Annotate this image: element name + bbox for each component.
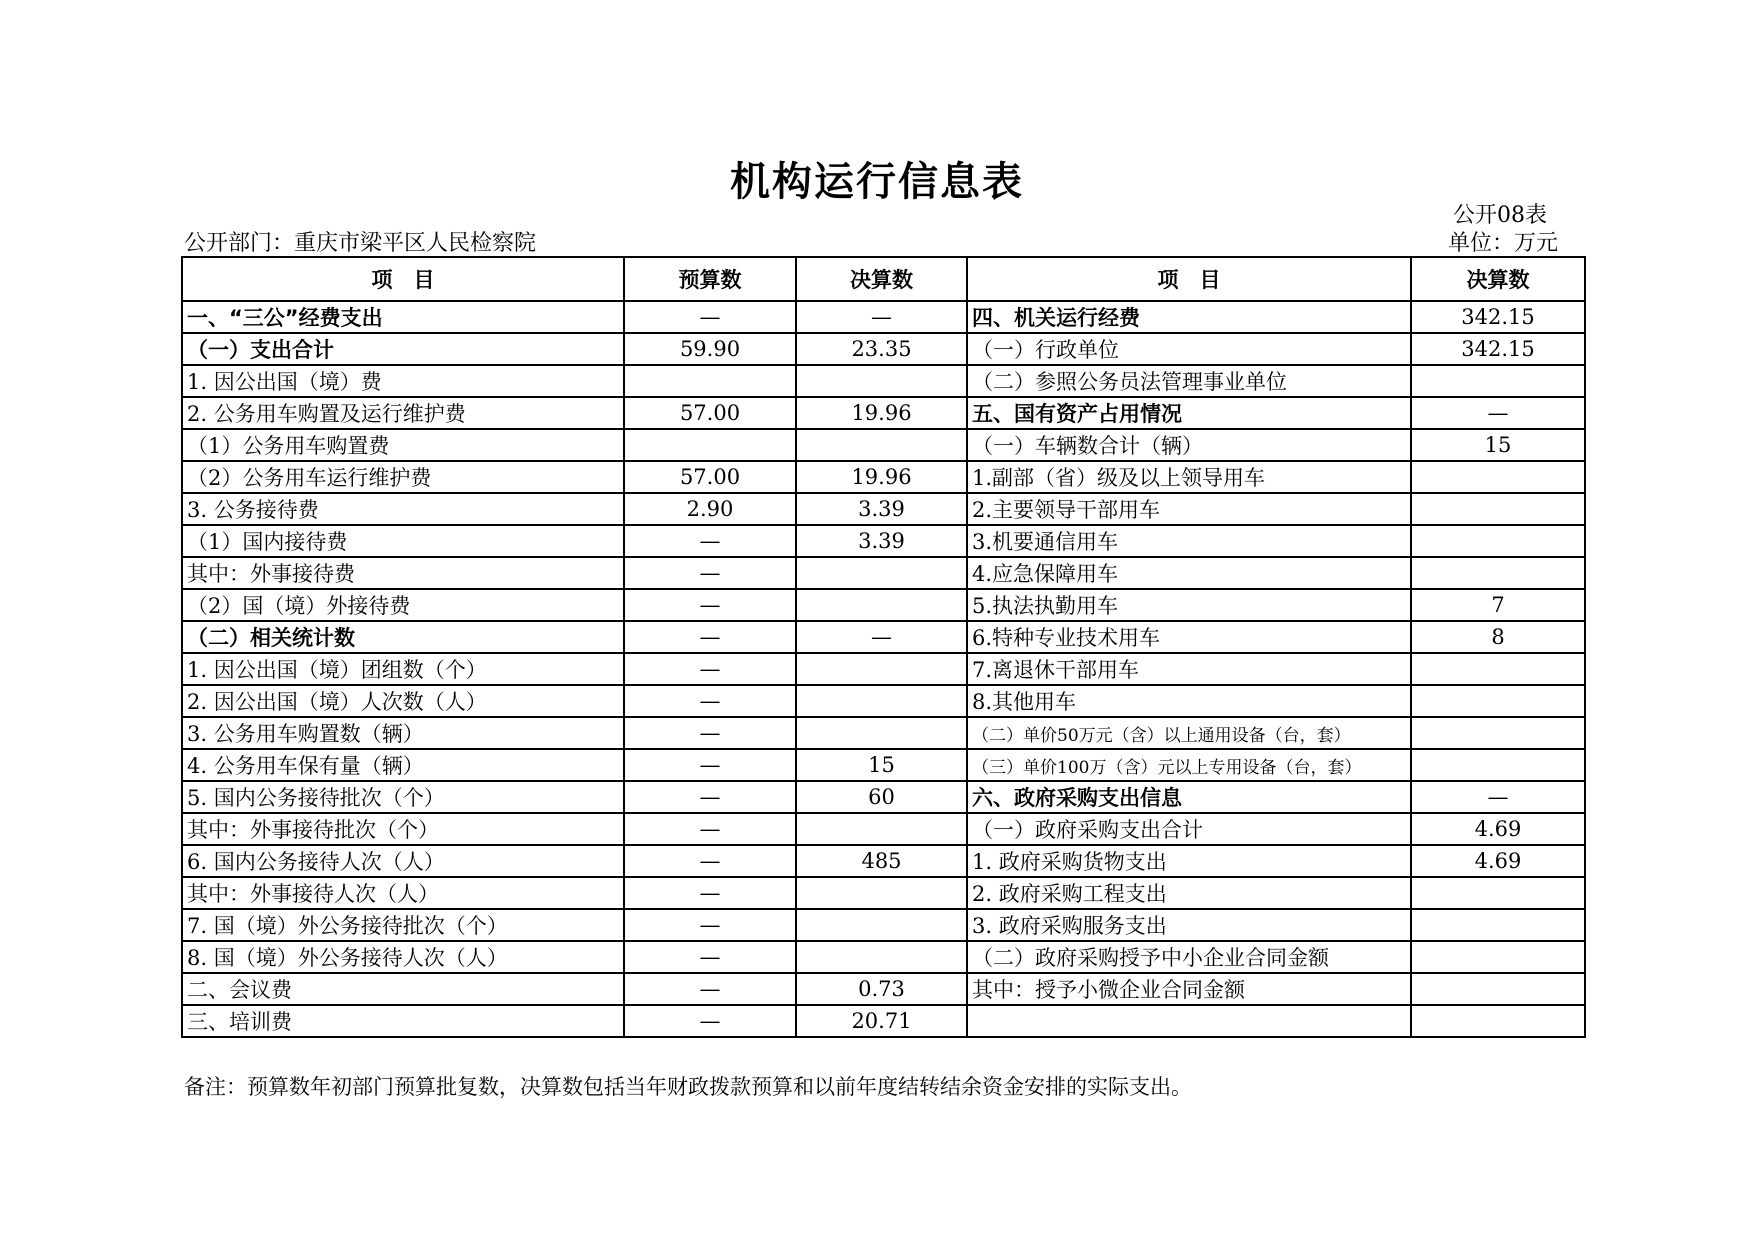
table-row <box>182 557 1585 589</box>
budget-cell: 57.00 <box>624 461 796 493</box>
final-right-cell <box>1411 749 1585 781</box>
form-number: 公开08表 <box>1453 203 1547 228</box>
final-left-cell: — <box>796 621 967 653</box>
final-right-cell <box>1411 877 1585 909</box>
table-row <box>182 973 1585 1005</box>
header-final-left: 决算数 <box>796 257 967 301</box>
item-left-cell: （2）公务用车运行维护费 <box>182 461 624 493</box>
budget-cell: — <box>624 781 796 813</box>
budget-cell: — <box>624 589 796 621</box>
item-right-cell: 7.离退休干部用车 <box>967 653 1411 685</box>
item-right-cell <box>967 1005 1411 1037</box>
final-right-cell: 4.69 <box>1411 813 1585 845</box>
budget-cell <box>624 429 796 461</box>
final-left-cell: 20.71 <box>796 1005 967 1037</box>
table-row <box>182 333 1585 365</box>
final-left-cell <box>796 557 967 589</box>
final-left-cell: 3.39 <box>796 493 967 525</box>
budget-cell: — <box>624 749 796 781</box>
item-right-cell: 6.特种专业技术用车 <box>967 621 1411 653</box>
budget-cell: — <box>624 973 796 1005</box>
item-right-cell: 8.其他用车 <box>967 685 1411 717</box>
final-left-cell <box>796 941 967 973</box>
item-left-cell: 8. 国（境）外公务接待人次（人） <box>182 941 624 973</box>
item-left-cell: （1）公务用车购置费 <box>182 429 624 461</box>
table-row <box>182 845 1585 877</box>
header-row <box>182 257 1585 301</box>
final-left-cell <box>796 685 967 717</box>
item-right-cell: （一）行政单位 <box>967 333 1411 365</box>
item-right-cell: 五、国有资产占用情况 <box>967 397 1411 429</box>
budget-cell: — <box>624 685 796 717</box>
item-right-cell: （二）单价50万元（含）以上通用设备（台，套） <box>967 717 1411 749</box>
item-right-cell: （二）参照公务员法管理事业单位 <box>967 365 1411 397</box>
table-row <box>182 877 1585 909</box>
item-right-cell: 5.执法执勤用车 <box>967 589 1411 621</box>
final-left-cell: 23.35 <box>796 333 967 365</box>
item-right-cell: （一）车辆数合计（辆） <box>967 429 1411 461</box>
table-row <box>182 1005 1585 1037</box>
final-left-cell <box>796 429 967 461</box>
table-row <box>182 301 1585 333</box>
info-table <box>181 256 1586 1038</box>
budget-cell: — <box>624 845 796 877</box>
final-left-cell: 15 <box>796 749 967 781</box>
final-left-cell <box>796 909 967 941</box>
table-row <box>182 717 1585 749</box>
final-left-cell <box>796 589 967 621</box>
item-right-cell: 3.机要通信用车 <box>967 525 1411 557</box>
item-left-cell: 1. 因公出国（境）团组数（个） <box>182 653 624 685</box>
final-right-cell <box>1411 717 1585 749</box>
budget-cell: — <box>624 301 796 333</box>
item-left-cell: 4. 公务用车保有量（辆） <box>182 749 624 781</box>
table-row <box>182 813 1585 845</box>
item-left-cell: 2. 公务用车购置及运行维护费 <box>182 397 624 429</box>
budget-cell: 2.90 <box>624 493 796 525</box>
item-left-cell: （1）国内接待费 <box>182 525 624 557</box>
final-left-cell <box>796 653 967 685</box>
final-left-cell: 0.73 <box>796 973 967 1005</box>
item-left-cell: 2. 因公出国（境）人次数（人） <box>182 685 624 717</box>
budget-cell: — <box>624 941 796 973</box>
table-row <box>182 909 1585 941</box>
final-right-cell: 342.15 <box>1411 301 1585 333</box>
table-row <box>182 461 1585 493</box>
final-right-cell: — <box>1411 781 1585 813</box>
item-right-cell: （二）政府采购授予中小企业合同金额 <box>967 941 1411 973</box>
budget-cell: 57.00 <box>624 397 796 429</box>
budget-cell: — <box>624 813 796 845</box>
budget-cell: — <box>624 653 796 685</box>
final-left-cell: 19.96 <box>796 397 967 429</box>
item-right-cell: 四、机关运行经费 <box>967 301 1411 333</box>
item-left-cell: （2）国（境）外接待费 <box>182 589 624 621</box>
final-left-cell <box>796 365 967 397</box>
item-left-cell: 1. 因公出国（境）费 <box>182 365 624 397</box>
final-right-cell <box>1411 685 1585 717</box>
table-row <box>182 621 1585 653</box>
final-right-cell <box>1411 557 1585 589</box>
header-item-left: 项 目 <box>182 257 624 301</box>
item-left-cell: （二）相关统计数 <box>182 621 624 653</box>
item-left-cell: 三、培训费 <box>182 1005 624 1037</box>
final-left-cell: 60 <box>796 781 967 813</box>
item-left-cell: 3. 公务接待费 <box>182 493 624 525</box>
table-body <box>182 301 1585 1037</box>
final-left-cell: 19.96 <box>796 461 967 493</box>
final-right-cell <box>1411 1005 1585 1037</box>
final-right-cell: 342.15 <box>1411 333 1585 365</box>
final-left-cell <box>796 877 967 909</box>
item-left-cell: 二、会议费 <box>182 973 624 1005</box>
final-right-cell <box>1411 973 1585 1005</box>
final-left-cell <box>796 717 967 749</box>
item-left-cell: 7. 国（境）外公务接待批次（个） <box>182 909 624 941</box>
item-right-cell: 2.主要领导干部用车 <box>967 493 1411 525</box>
final-right-cell: 8 <box>1411 621 1585 653</box>
item-left-cell: 其中：外事接待批次（个） <box>182 813 624 845</box>
item-left-cell: 其中：外事接待人次（人） <box>182 877 624 909</box>
final-right-cell: 4.69 <box>1411 845 1585 877</box>
budget-cell: — <box>624 621 796 653</box>
final-right-cell <box>1411 909 1585 941</box>
table-row <box>182 749 1585 781</box>
final-left-cell <box>796 813 967 845</box>
item-right-cell: （三）单价100万（含）元以上专用设备（台，套） <box>967 749 1411 781</box>
budget-cell: 59.90 <box>624 333 796 365</box>
table-row <box>182 397 1585 429</box>
item-right-cell: 3. 政府采购服务支出 <box>967 909 1411 941</box>
final-right-cell <box>1411 941 1585 973</box>
item-left-cell: 一、“三公”经费支出 <box>182 301 624 333</box>
header-item-right: 项 目 <box>967 257 1411 301</box>
final-right-cell <box>1411 525 1585 557</box>
item-right-cell: 2. 政府采购工程支出 <box>967 877 1411 909</box>
final-right-cell <box>1411 461 1585 493</box>
budget-cell: — <box>624 717 796 749</box>
budget-cell: — <box>624 1005 796 1037</box>
budget-cell <box>624 365 796 397</box>
final-right-cell: 15 <box>1411 429 1585 461</box>
table-row <box>182 781 1585 813</box>
final-right-cell <box>1411 365 1585 397</box>
table-row <box>182 365 1585 397</box>
final-right-cell: 7 <box>1411 589 1585 621</box>
item-left-cell: 5. 国内公务接待批次（个） <box>182 781 624 813</box>
budget-cell: — <box>624 557 796 589</box>
table-row <box>182 589 1585 621</box>
item-left-cell: 其中：外事接待费 <box>182 557 624 589</box>
item-right-cell: 其中：授予小微企业合同金额 <box>967 973 1411 1005</box>
final-right-cell: — <box>1411 397 1585 429</box>
table-row <box>182 493 1585 525</box>
final-right-cell <box>1411 493 1585 525</box>
item-left-cell: 6. 国内公务接待人次（人） <box>182 845 624 877</box>
page-title: 机构运行信息表 <box>730 159 1024 205</box>
item-right-cell: 六、政府采购支出信息 <box>967 781 1411 813</box>
budget-cell: — <box>624 909 796 941</box>
budget-cell: — <box>624 525 796 557</box>
final-left-cell: 485 <box>796 845 967 877</box>
final-left-cell: — <box>796 301 967 333</box>
table-row <box>182 525 1585 557</box>
table-row <box>182 429 1585 461</box>
item-right-cell: 1. 政府采购货物支出 <box>967 845 1411 877</box>
table-row <box>182 685 1585 717</box>
item-left-cell: （一）支出合计 <box>182 333 624 365</box>
budget-cell: — <box>624 877 796 909</box>
item-right-cell: 1.副部（省）级及以上领导用车 <box>967 461 1411 493</box>
header-final-right: 决算数 <box>1411 257 1585 301</box>
item-right-cell: （一）政府采购支出合计 <box>967 813 1411 845</box>
header-budget: 预算数 <box>624 257 796 301</box>
footnote: 备注：预算数年初部门预算批复数，决算数包括当年财政拨款预算和以前年度结转结余资金安排的实际支出。 <box>184 1075 1192 1099</box>
final-left-cell: 3.39 <box>796 525 967 557</box>
item-right-cell: 4.应急保障用车 <box>967 557 1411 589</box>
unit-label: 单位：万元 <box>1447 231 1558 256</box>
final-right-cell <box>1411 653 1585 685</box>
table-row <box>182 653 1585 685</box>
table-row <box>182 941 1585 973</box>
department-label: 公开部门：重庆市梁平区人民检察院 <box>184 231 537 256</box>
item-left-cell: 3. 公务用车购置数（辆） <box>182 717 624 749</box>
